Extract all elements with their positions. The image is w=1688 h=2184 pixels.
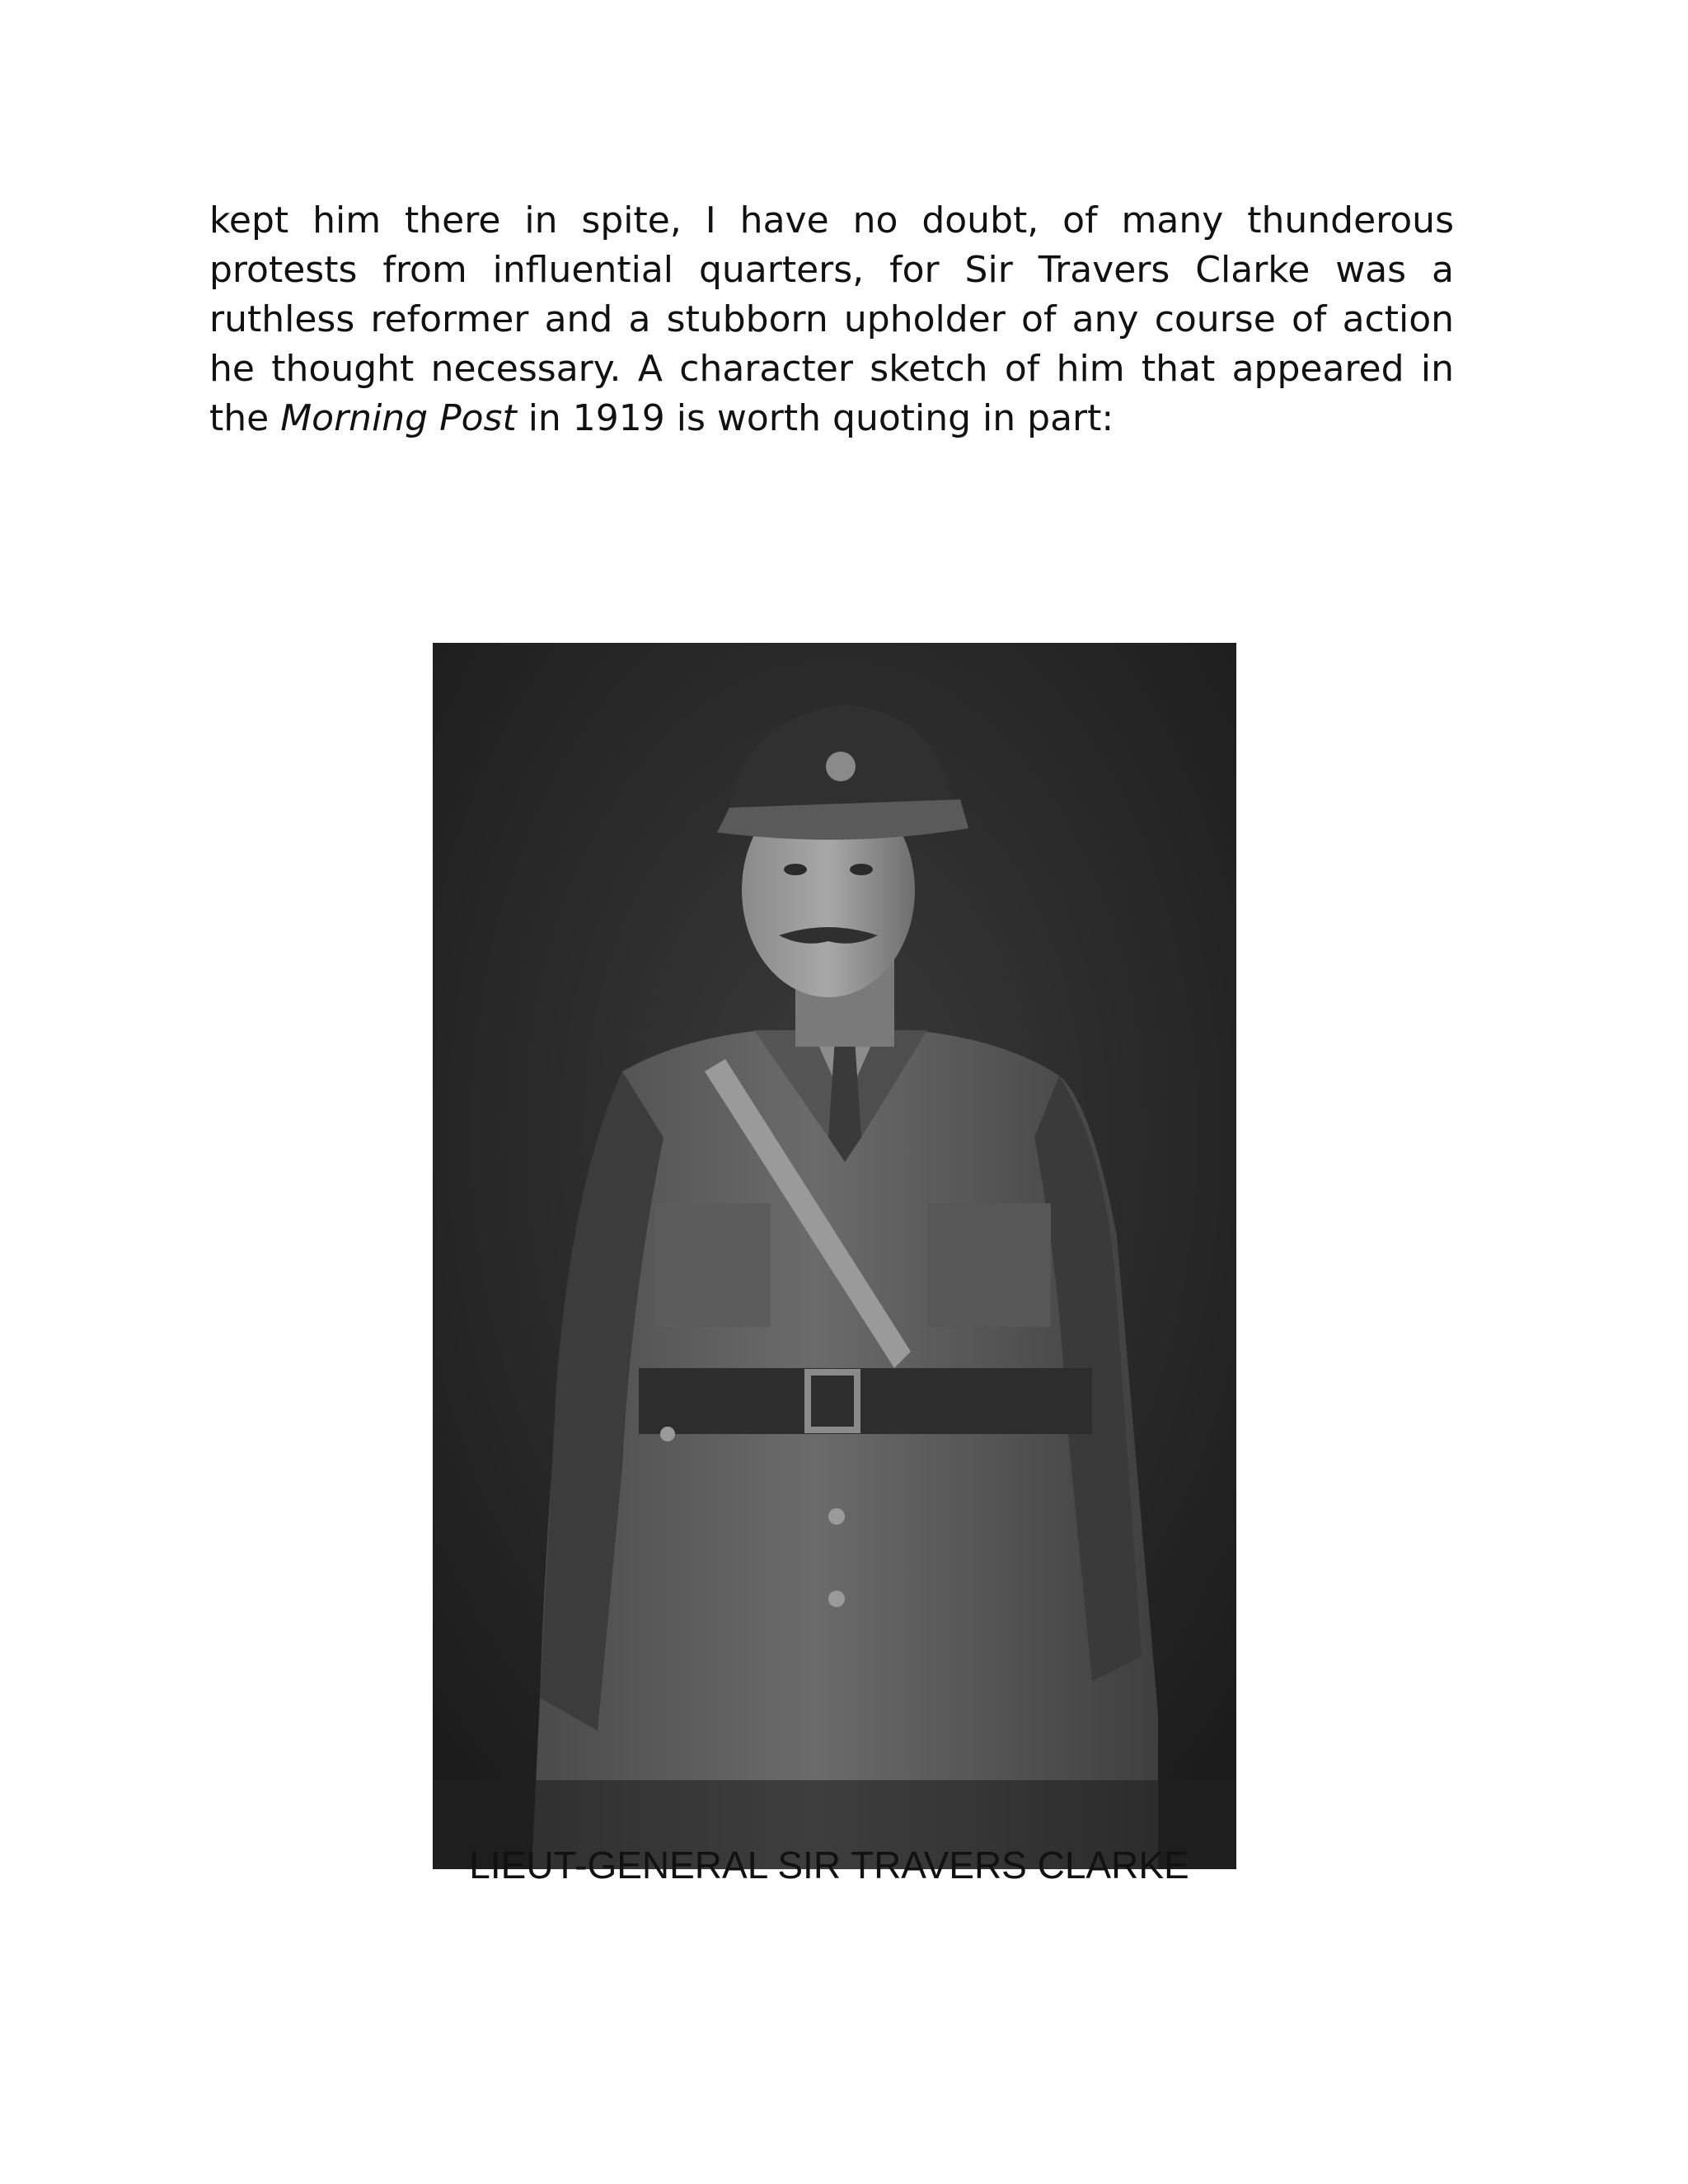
portrait-photograph xyxy=(433,643,1236,1869)
body-paragraph xyxy=(209,196,1454,443)
photo-caption: LIEUT-GENERAL SIR TRAVERS CLARKE xyxy=(469,1844,1189,1886)
newspaper-title: Morning Post xyxy=(280,397,517,439)
paragraph-text-part2: in 1919 is worth quoting in part: xyxy=(516,397,1114,439)
paragraph-text-part1: kept him there in spite, I have no doubt, of many thunderous protests from influential quarters, for Sir Travers Clarke was a ruthless reformer and a stubborn upholder of any course of action he thought necessary. A character sketch of him that appeared in the xyxy=(209,199,1454,439)
